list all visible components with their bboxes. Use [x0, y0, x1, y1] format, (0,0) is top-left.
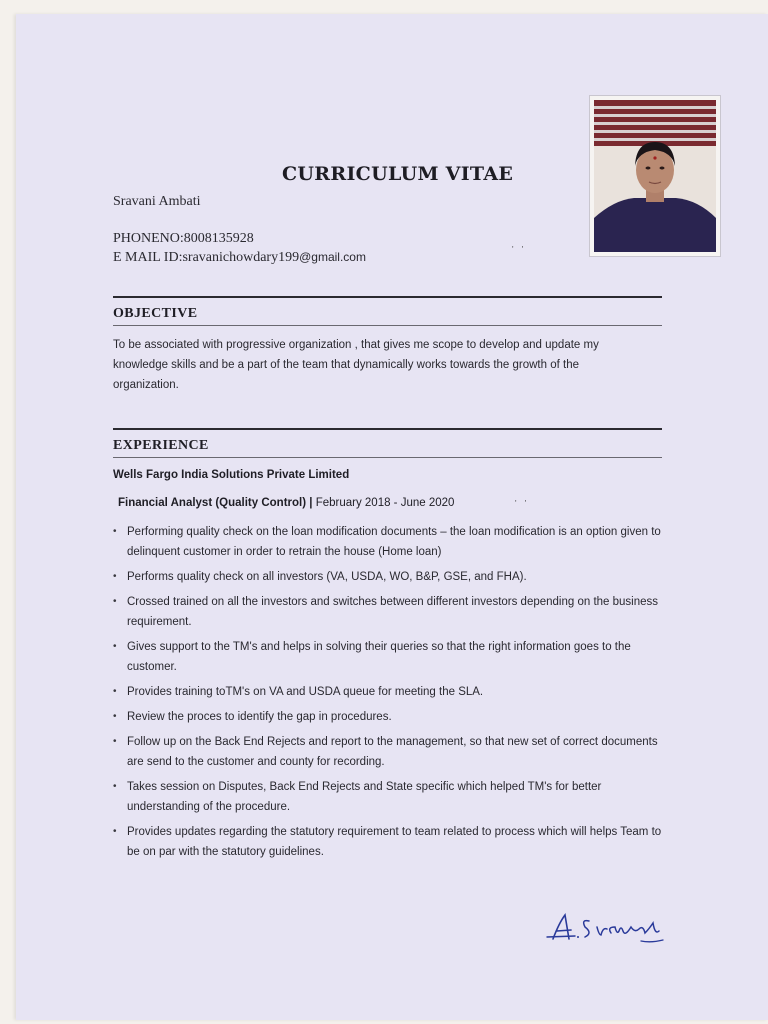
phone-label: PHONENO:: [113, 231, 184, 246]
list-item-text: Review the proces to identify the gap in procedures.: [127, 711, 392, 723]
objective-text: To be associated with progressive organization , that gives me scope to develop and update my knowledge skills and be a part of the team that dynamically works towards the growth of the organization.: [113, 339, 599, 391]
list-item-text: Crossed trained on all the investors and switches between different investors depending on the business requirement.: [127, 596, 659, 628]
phone-line: [113, 231, 254, 247]
email-label: E MAIL ID:: [113, 250, 183, 265]
list-item: • Review the proces to identify the gap in procedures.: [113, 711, 392, 723]
company-name: Wells Fargo India Solutions Private Limited: [113, 469, 350, 481]
list-item-text: Performing quality check on the loan modification documents – the loan modification is an option given to delinquent customer in order to retrain the house (Home loan): [127, 526, 661, 558]
list-item: • Crossed trained on all the investors and switches between different investors depending on the business requirement.: [113, 596, 659, 628]
list-item: • Performs quality check on all investors (VA, USDA, WO, B&P, GSE, and FHA).: [113, 571, 527, 583]
email-user: sravanichowdary199: [182, 250, 300, 265]
list-item-text: Performs quality check on all investors (VA, USDA, WO, B&P, GSE, and FHA).: [127, 571, 527, 583]
phone-number: 8008135928: [183, 231, 254, 246]
list-item-text: Provides updates regarding the statutory requirement to team related to process which will helps Team to be on par with the statutory guidelines.: [127, 826, 662, 858]
list-item: • Provides updates regarding the statutory requirement to team related to process which will helps Team to be on par with the statutory guidelines.: [113, 826, 662, 858]
experience-heading: EXPERIENCE: [113, 438, 209, 453]
handwritten-signature: [545, 905, 670, 950]
section-underline: [113, 325, 662, 326]
scan-mark: ' ': [512, 245, 527, 254]
section-rule: [113, 428, 662, 430]
objective-heading: OBJECTIVE: [113, 306, 198, 321]
list-item-text: Gives support to the TM's and helps in solving their queries so that the right information goes to the customer.: [127, 641, 631, 673]
job-title: Financial Analyst (Quality Control): [118, 497, 307, 509]
list-item: • Follow up on the Back End Rejects and report to the management, so that new set of correct documents are send to the customer and county for recording.: [113, 736, 658, 768]
email-line: [113, 250, 366, 266]
list-item-text: Provides training toTM's on VA and USDA queue for meeting the SLA.: [127, 686, 484, 698]
responsibilities-list: [113, 522, 663, 867]
list-item: • Takes session on Disputes, Back End Rejects and State specific which helped TM's for better understanding of the procedure.: [113, 781, 602, 813]
list-item: • Provides training toTM's on VA and USDA queue for meeting the SLA.: [113, 686, 484, 698]
job-dates: February 2018 - June 2020: [315, 497, 455, 509]
email-domain: @gmail.com: [299, 250, 366, 264]
job-role-line: [118, 497, 454, 509]
list-item-text: Follow up on the Back End Rejects and report to the management, so that new set of correct documents are send to the customer and county for recording.: [127, 736, 658, 768]
role-separator: |: [306, 497, 316, 509]
list-item-text: Takes session on Disputes, Back End Rejects and State specific which helped TM's for better understanding of the procedure.: [127, 781, 602, 813]
portrait-photo-icon: [594, 100, 716, 252]
candidate-name: Sravani Ambati: [113, 194, 201, 209]
section-underline: [113, 457, 662, 458]
list-item: • Gives support to the TM's and helps in solving their queries so that the right information goes to the customer.: [113, 641, 631, 673]
section-rule: [113, 296, 662, 298]
portrait-photo: [589, 95, 721, 257]
document-title: CURRICULUM VITAE: [282, 163, 514, 185]
list-item: • Performing quality check on the loan modification documents – the loan modification is an option given to delinquent customer in order to retrain the house (Home loan): [113, 526, 661, 558]
scan-mark: ' ': [515, 499, 530, 508]
